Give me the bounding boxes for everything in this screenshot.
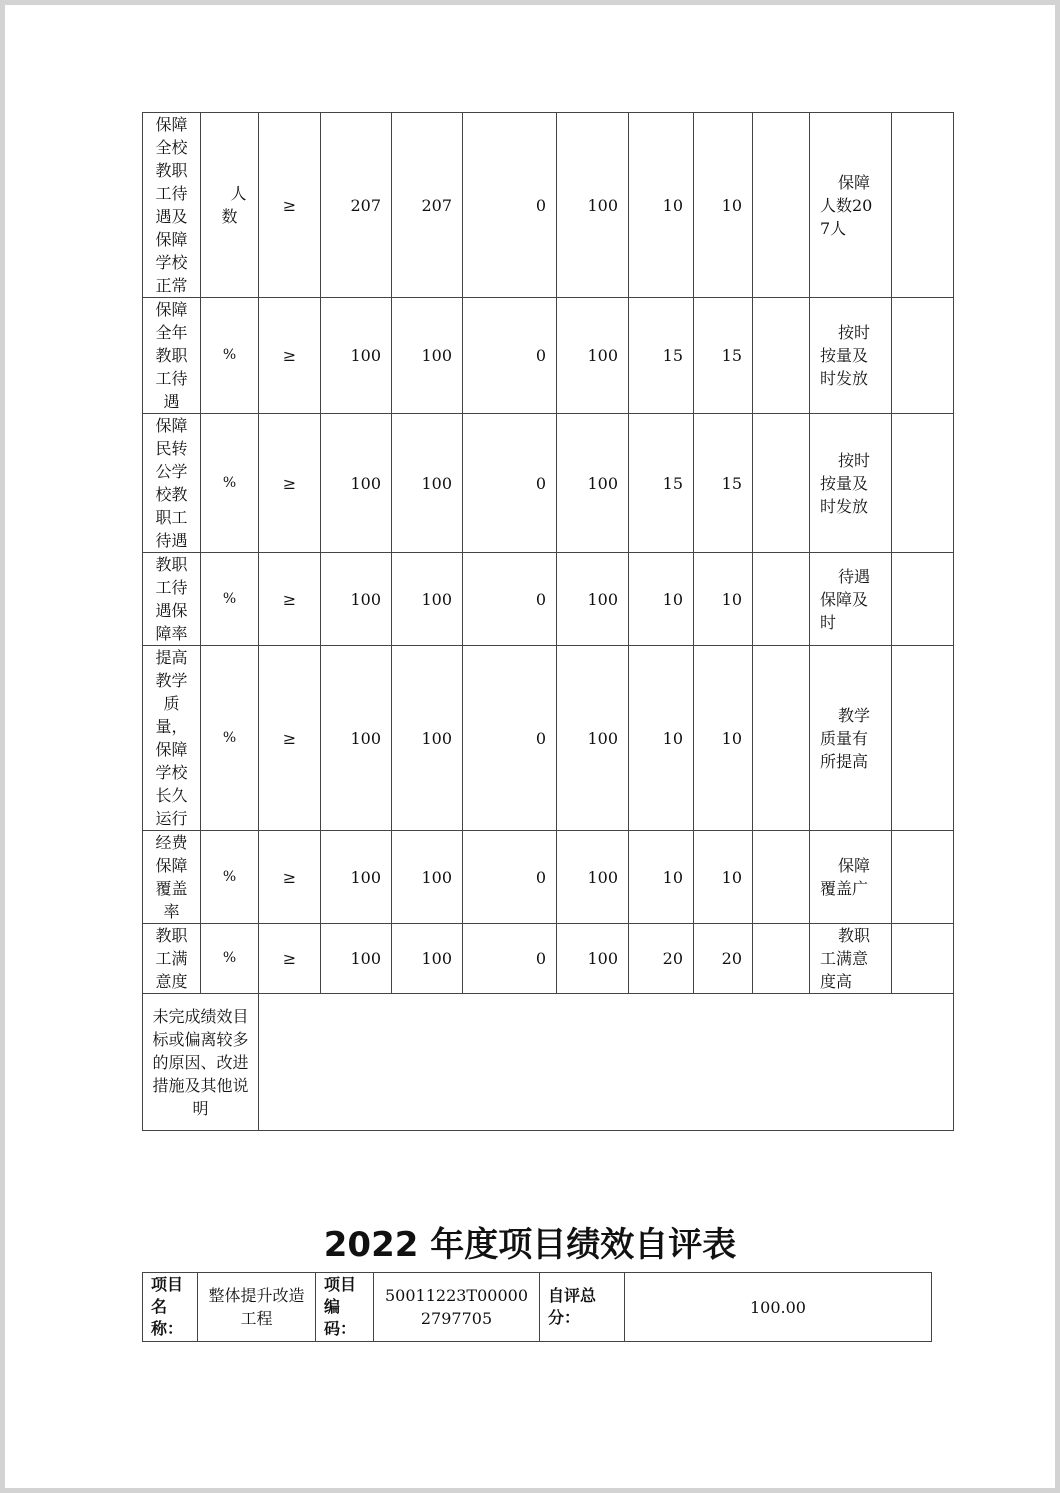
indicator-weight: 10 [629,646,694,831]
indicator-name: 教职工待遇保障率 [143,553,201,646]
indicator-unit-text: % [222,868,237,885]
indicator-note-text: 保障覆盖广 [820,856,871,898]
indicator-unit [201,831,259,924]
indicator-extra [892,553,954,646]
indicator-row [143,831,954,924]
indicator-row [143,414,954,553]
indicator-blank [753,831,810,924]
indicator-unit [201,113,259,298]
indicator-blank [753,924,810,994]
indicator-score: 20 [694,924,753,994]
indicator-score: 10 [694,646,753,831]
indicator-target: 100 [321,646,392,831]
indicator-name: 经费保障覆盖率 [143,831,201,924]
indicator-unit-text: 人数 [221,184,247,226]
indicator-deviation: 0 [463,646,557,831]
indicator-extra [892,924,954,994]
indicator-weight: 20 [629,924,694,994]
indicator-extra [892,113,954,298]
indicator-score: 15 [694,298,753,414]
indicator-rate: 100 [557,924,629,994]
indicator-note-text: 按时按量及时发放 [820,450,871,516]
indicator-blank [753,646,810,831]
indicator-blank [753,553,810,646]
indicator-unit-text: % [222,950,237,966]
summary-table [142,1272,932,1342]
indicator-rate: 100 [557,553,629,646]
summary-row [143,1273,932,1342]
indicator-operator: ≥ [259,646,321,831]
indicator-row [143,113,954,298]
indicator-table-body [143,113,954,994]
reason-row [143,994,954,1131]
indicator-note-text: 教学质量有所提高 [820,705,871,771]
project-name-label: 项目名称： [143,1273,198,1342]
indicator-operator: ≥ [259,298,321,414]
page-title: 2022 年度项目绩效自评表 [323,1225,737,1265]
indicator-unit-text: % [222,729,237,746]
indicator-operator: ≥ [259,831,321,924]
indicator-unit [201,414,259,553]
indicator-weight: 15 [629,298,694,414]
indicator-row [143,298,954,414]
indicator-deviation: 0 [463,113,557,298]
reason-value [259,994,954,1131]
indicator-name: 保障全年教职工待遇 [143,298,201,414]
indicator-row [143,553,954,646]
indicator-deviation: 0 [463,298,557,414]
indicator-target: 100 [321,414,392,553]
indicator-operator: ≥ [259,553,321,646]
indicator-note [810,298,892,414]
self-score-value: 100.00 [625,1273,932,1342]
indicator-note-text: 待遇保障及时 [820,566,871,632]
indicator-table [142,112,954,1131]
indicator-weight: 15 [629,414,694,553]
indicator-target: 100 [321,553,392,646]
indicator-actual: 100 [392,553,463,646]
indicator-name: 教职工满意度 [143,924,201,994]
indicator-weight: 10 [629,831,694,924]
indicator-extra [892,646,954,831]
indicator-weight: 10 [629,553,694,646]
indicator-deviation: 0 [463,414,557,553]
self-score-label: 自评总分： [540,1273,625,1342]
indicator-note [810,924,892,994]
indicator-actual: 100 [392,298,463,414]
indicator-note [810,831,892,924]
indicator-rate: 100 [557,113,629,298]
indicator-name: 保障民转公学校教职工待遇 [143,414,201,553]
indicator-score: 10 [694,113,753,298]
project-name-value: 整体提升改造工程 [198,1273,316,1342]
indicator-extra [892,831,954,924]
indicator-unit [201,553,259,646]
indicator-note-text: 保障人数207人 [820,172,873,238]
indicator-deviation: 0 [463,831,557,924]
indicator-unit [201,646,259,831]
indicator-actual: 100 [392,924,463,994]
indicator-operator: ≥ [259,113,321,298]
indicator-deviation: 0 [463,924,557,994]
indicator-unit [201,298,259,414]
document-page [5,5,1055,1488]
indicator-target: 207 [321,113,392,298]
indicator-note-text: 教职工满意度高 [820,926,871,991]
indicator-deviation: 0 [463,553,557,646]
indicator-rate: 100 [557,831,629,924]
indicator-note [810,553,892,646]
indicator-score: 15 [694,414,753,553]
indicator-target: 100 [321,831,392,924]
project-code-label: 项目编码： [316,1273,374,1342]
indicator-note [810,414,892,553]
reason-label: 未完成绩效目标或偏离较多的原因、改进措施及其他说明 [143,994,259,1131]
indicator-actual: 100 [392,831,463,924]
indicator-extra [892,414,954,553]
indicator-unit [201,924,259,994]
indicator-target: 100 [321,298,392,414]
indicator-row [143,646,954,831]
indicator-extra [892,298,954,414]
indicator-rate: 100 [557,298,629,414]
project-code-value: 50011223T000002797705 [374,1273,540,1342]
indicator-blank [753,298,810,414]
indicator-target: 100 [321,924,392,994]
indicator-unit-text: % [222,347,237,363]
indicator-score: 10 [694,831,753,924]
indicator-blank [753,113,810,298]
indicator-name: 提高教学质量，保障学校长久运行 [143,646,201,831]
indicator-unit-text: % [222,474,237,491]
indicator-operator: ≥ [259,414,321,553]
indicator-operator: ≥ [259,924,321,994]
indicator-note [810,646,892,831]
indicator-actual: 100 [392,646,463,831]
indicator-note [810,113,892,298]
indicator-actual: 100 [392,414,463,553]
indicator-rate: 100 [557,414,629,553]
indicator-note-text: 按时按量及时发放 [820,323,871,388]
indicator-actual: 207 [392,113,463,298]
indicator-unit-text: % [222,590,237,607]
indicator-score: 10 [694,553,753,646]
indicator-rate: 100 [557,646,629,831]
indicator-blank [753,414,810,553]
indicator-weight: 10 [629,113,694,298]
indicator-row [143,924,954,994]
indicator-name: 保障全校教职工待遇及保障学校正常 [143,113,201,298]
